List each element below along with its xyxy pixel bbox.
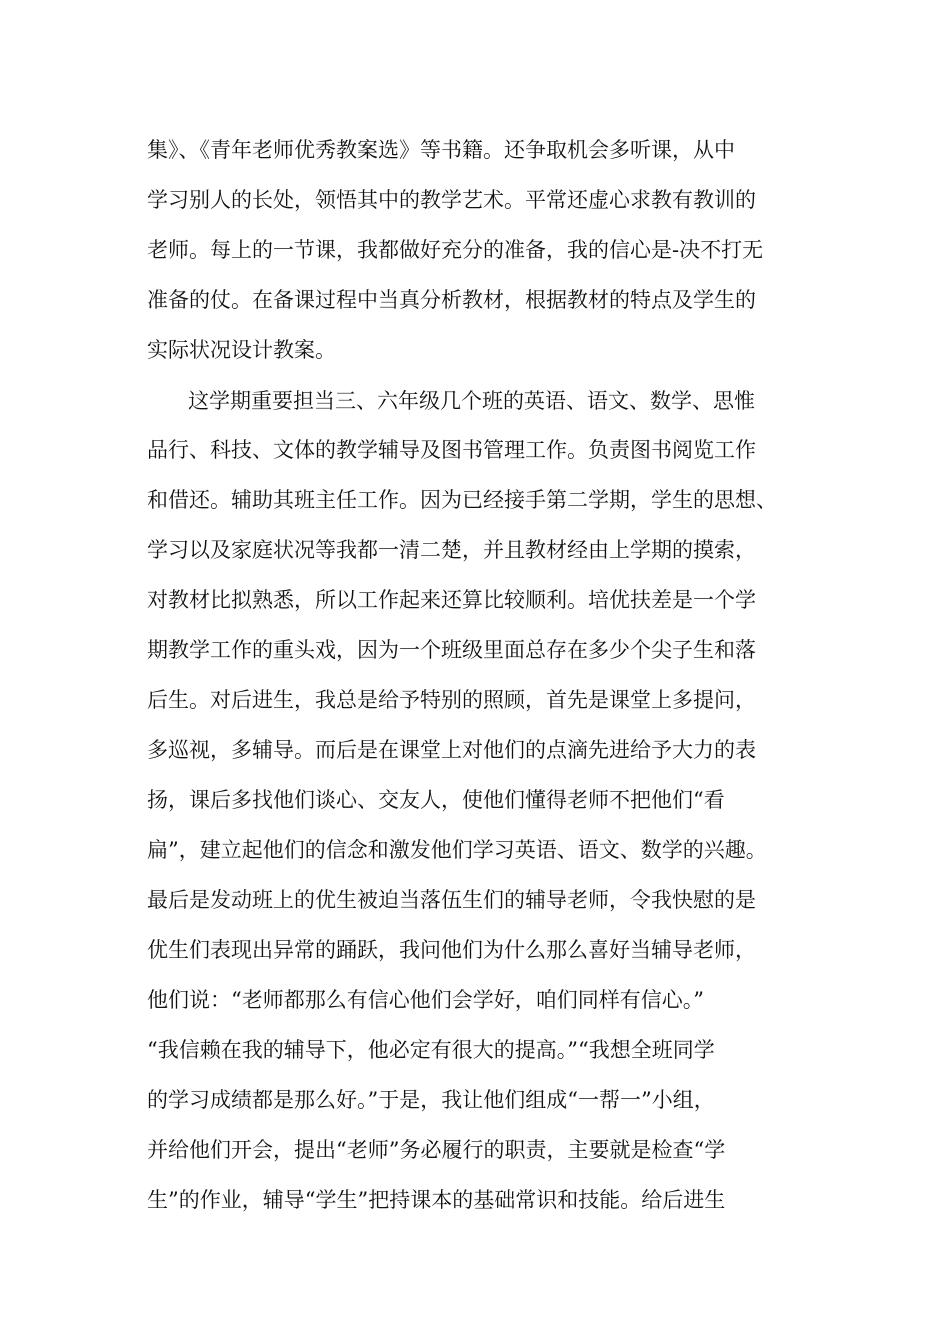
text-line: “我信赖在我的辅导下，他必定有很大的提高。”“我想全班同学 <box>147 1038 715 1062</box>
text-line: 这学期重要担当三、六年级几个班的英语、语文、数学、思惟 <box>188 389 755 413</box>
text-line: 对教材比拟熟悉，所以工作起来还算比较顺利。培优扶差是一个学 <box>147 588 756 612</box>
text-line: 优生们表现出异常的踊跃，我问他们为什么那么喜好当辅导老师， <box>147 938 756 962</box>
text-line: 的学习成绩都是那么好。”于是，我让他们组成“一帮一”小组， <box>147 1088 715 1112</box>
text-line: 扬，课后多找他们谈心、交友人，使他们懂得老师不把他们“看 <box>147 788 725 812</box>
text-line: 学习以及家庭状况等我都一清二楚，并且教材经由上学期的摸索， <box>147 538 756 562</box>
text-line: 学习别人的长处，领悟其中的教学艺术。平常还虚心求教有教训的 <box>147 188 756 212</box>
text-line: 并给他们开会，提出“老师”务必履行的职责，主要就是检查“学 <box>147 1138 726 1162</box>
text-line: 老师。每上的一节课，我都做好充分的准备，我的信心是-决不打无 <box>147 238 764 262</box>
text-line: 生”的作业，辅导“学生”把持课本的基础常识和技能。给后进生 <box>147 1188 726 1212</box>
text-line: 品行、科技、文体的教学辅导及图书管理工作。负责图书阅览工作 <box>147 438 756 462</box>
text-line: 实际状况设计教案。 <box>147 338 336 362</box>
text-line: 准备的仗。在备课过程中当真分析教材，根据教材的特点及学生的 <box>147 288 756 312</box>
text-line: 扁”，建立起他们的信念和激发他们学习英语、语文、数学的兴趣。 <box>147 838 767 862</box>
text-line: 和借还。辅助其班主任工作。因为已经接手第二学期，学生的思想、 <box>147 488 777 512</box>
text-line: 最后是发动班上的优生被迫当落伍生们的辅导老师，令我快慰的是 <box>147 888 756 912</box>
text-line: 期教学工作的重头戏，因为一个班级里面总存在多少个尖子生和落 <box>147 638 756 662</box>
text-line: 他们说：“老师都那么有信心他们会学好，咱们同样有信心。” <box>147 988 704 1012</box>
text-line: 集》、《青年老师优秀教案选》等书籍。还争取机会多听课，从中 <box>147 138 735 162</box>
text-line: 后生。对后进生，我总是给予特别的照顾，首先是课堂上多提问， <box>147 688 756 712</box>
text-line: 多巡视，多辅导。而后是在课堂上对他们的点滴先进给予大力的表 <box>147 738 756 762</box>
